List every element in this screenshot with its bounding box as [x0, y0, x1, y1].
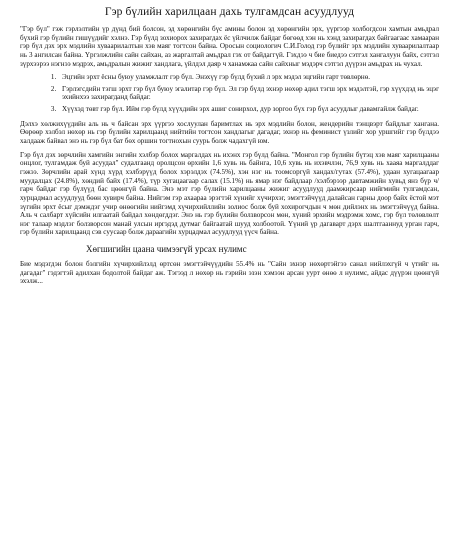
family-types-list — [20, 73, 439, 114]
tears-paragraph: Бие мэдэгдэн болон бэлгийн хүчирхийлэлд өртсөн эмэгтэйчүүдийн 55.4% нь "Сайн эхнэр нөхөртэйгээ санал нийлэхгүй ч үтийг нь дагадаг" гэдэгтэй адилхан бодолтой байдаг аж. Тэгээд л нөхөр нь гэрийн эзэн хэмээн арсан уурт өнөө л нулимс, айдас дүүрэн цөөнгүй эхэлж... — [20, 260, 439, 286]
intro-paragraph: "Гэр бүл" гэж гэрлэлтийн үр дүнд бий болсон, эд хөрөнгийн бүс амины болон эд хөрөнгийн эрх, үүргээр холбогдсон хамтын амьдрал бүхий гэр бүлийн гишүүдийг хэлнэ. Гэр бүлд зохиорох захирагдах ёс үйлчилж байдаг бөгөөд хэн нь хэнд захирагдах байгаагаас хамааран гэр бүл дэх эрх мэдлийн хуваарилалтын хэв маяг тогтсон байна. Оросын социологич С.И.Голод гэр бүлийг эрх мэдлийн хуваарилалтаар нь 3 ангилсан байна. Үргэлжлийн сайн сайхан, аз жаргалтай амьдрал гэх от байдаггүй. Гэхдээ ч бие биедээ сэтгэл хангалуун байх, сэтгэл зүрхээрээ нэгнээ мэдрэх, амьдралын жижиг хандлага, үйлдэл даяр ч ханамжаа сайн сайхныг мэдэрч сэтгэл дүүрэн амьдрах нь чухал. — [20, 25, 439, 68]
list-item: 3. Хүүхэд төвт гэр бүл. Ийм гэр бүлд хүүхдийн эрх ашиг сонирхол, дур зоргоо бүх гэр бүл асуудлыг давамгайлж байдаг. — [58, 105, 439, 114]
list-item: 1. Эцгийн эрхт ёсны буюу уламжлалт гэр бүл. Энэхүү гэр бүлд бүхий л эрх мэдэл эцгийн гарт төвлөрнө. — [58, 73, 439, 82]
section-subheading: Хөгшигийн цаана чимээгүй урсах нулимс — [86, 244, 247, 255]
balance-paragraph: Дэлхэ хөлжихүүдийн аль нь ч байсан эрх үүргээ хослуулан баримтлах нь эрх мэдлийн болон, жендерийн тэнцвэрт байдлыг хангана. Өөрөөр хэлбэл нөхөр нь гэр бүлийн харилцаанд нийтийн тогтсон хандлагыг дагадаг, эхнэр нь феминист үзлийг хор уршгийг гэр бүлдээ халдааж байвал энэ нь гэр бүл бат бөх оршин тогтнохын суурь болж чадахгүй юм. — [20, 119, 439, 146]
list-item: 2. Гэрлэгсдийн тэгш эрхт гэр бүл буюу эгалитар гэр бүл. Эл гэр бүлд эхнэр нөхөр адил тэгш эрх мэдэлтэй, гэр хүүхдэд нь эцэг эхийнхээ захирагданд байдаг. — [58, 85, 439, 102]
document-title: Гэр бүлийн харилцаан дахь тулгамдсан асуудлууд — [104, 6, 355, 18]
conflict-paragraph: Гэр бүл дэх зөрчлийн хамгийн энгийн хэлбэр болох маргалдах нь ихэнх гэр бүлд байна. "Монгол гэр бүлийн бүтэц хэв маяг харилцааны онцлог, тулгамдаж буй асуудал" судалгаанд оролцсон өрхийн 1,6 хувь нь байнга, 10,6 хувь нь ихэвчлэн, 76,9 хувь нь хааяа маргалддаг гэжээ. Зөрчлийн арай хүнд хүрд хэлбэрүүд болох хэрэлдэх (74.5%), хэн нэг нь тоомсоргүй хандах/гутах (57.4%), удаан хугацаагаар муудалцах (24.8%), хөндий байх (17.4%), түр хугацаагаар салах (15.1%) нь ямар нэг байдлаар /хэлбэрээр давтамжийн хувьд янз бүр ч/ гарч байдаг гэр бүлүүд бас цөөнгүй байна. Энэ мэт гэр бүлийн харилцааны жижиг асуудлууд даамжирсаар нийгмийн тулгамдсан, хурцадмал асуудлууд бөөн хувирч байна. Нийгэм гэр ахаараа эрэгтэй хүнийг хүчирхэг, эмэгтэйчүүд далайсан гарны доор байх ёстой мэт зүгийн эрхт ёсыг дэмждэг учир өнөөгийн нийгэмд хүчирхийллийн золиос болж буй хохирогчдын ч мөн дийлэнх нь эмэгтэйчүүд байна. Аль ч салбарт хүйсийн илгаатай байдал хөндөгддэг. Энэ нь гэр бүлийн болзворсон мөн, хүний эрхийн мэдрэмж хомс, гэр бүл төлөвлөлт нэг талаар мэдлэг болзворсон манай улсын иргэдэд дутмаг байгаатай шууд холбоотой. Үүний үр дагаварт дэрх шалтгааннуд урган гарч, гэр бүлийн харилцаанд сэв суусаар болж дараагийн хурцадмал асуудлууд үүсч байна. — [20, 150, 439, 237]
